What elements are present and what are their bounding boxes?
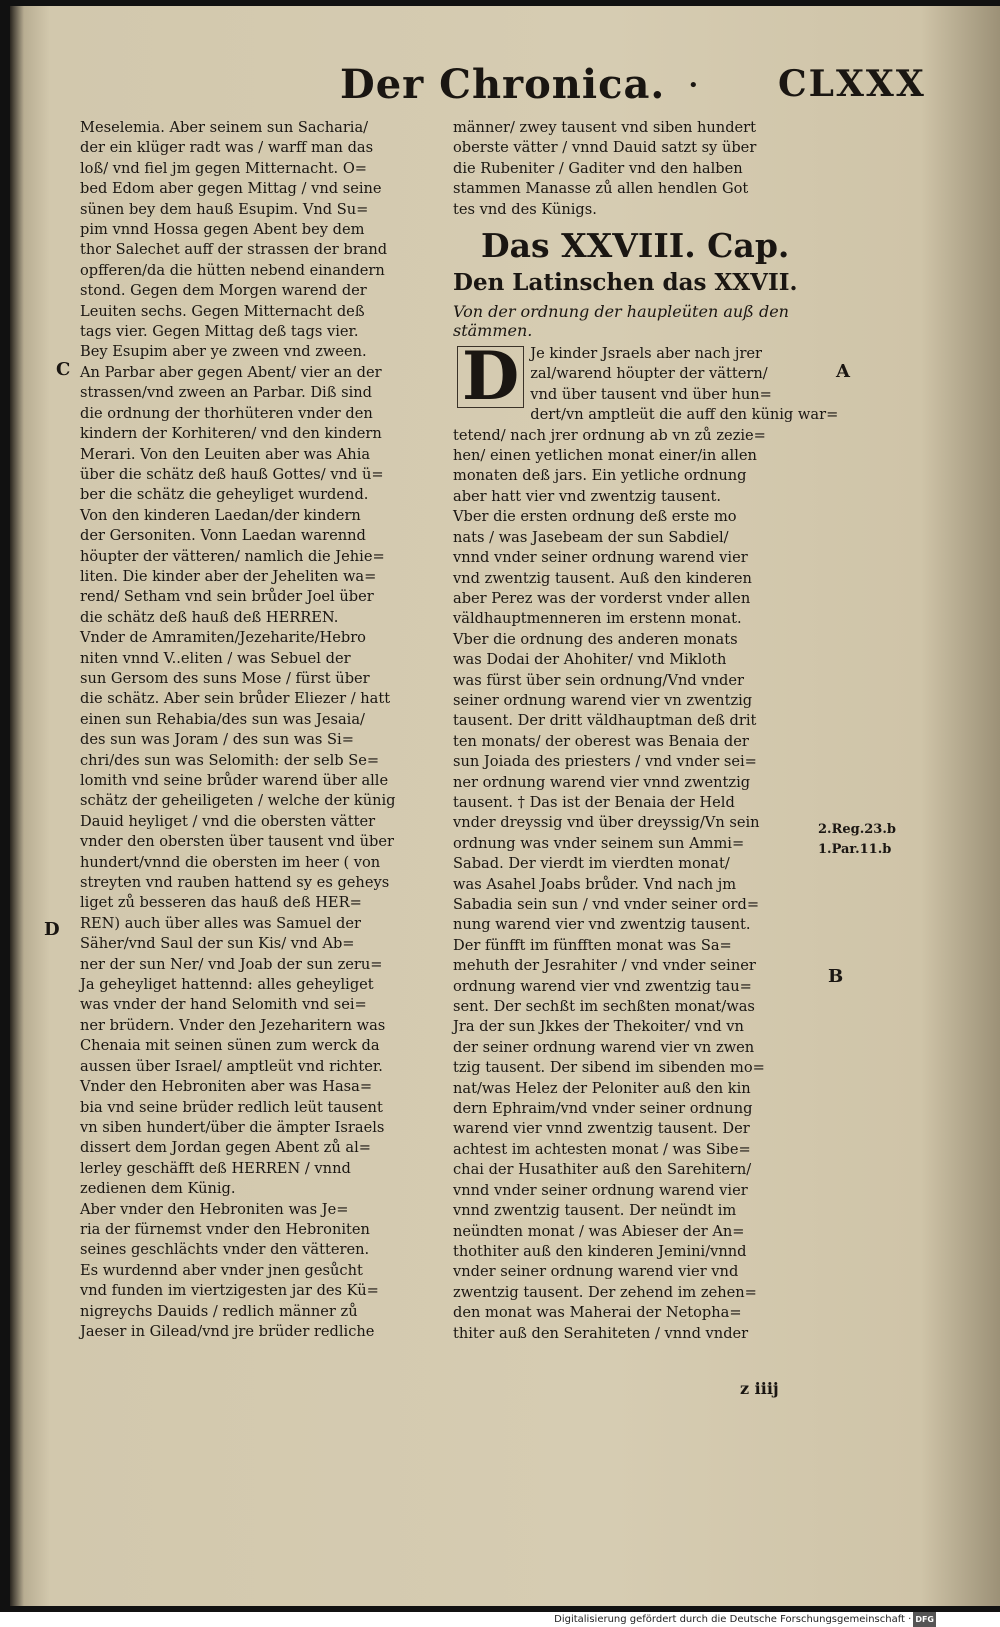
text-line: Je kinder Jsraels aber nach jrer [530,345,763,363]
text-line: seines geschlächts vnder den vätteren. [80,1241,370,1259]
margin-ref-reg: 2.Reg.23.b [818,822,896,837]
text-line: die Rubeniter / Gaditer vnd den halben [453,159,743,177]
text-line: höupter der vätteren/ namlich die Jehie= [80,547,385,565]
text-line: strassen/vnd zween an Parbar. Diß sind [80,384,373,402]
right-column-body [453,344,839,1344]
text-line: Vnder de Amramiten/Jezeharite/Hebro [80,629,366,647]
text-line: ber die schätz die geheyliget wurdend. [80,486,369,504]
text-line: An Parbar aber gegen Abent/ vier an der [80,363,382,381]
text-line: Der fünfft im fünfften monat was Sa= [453,936,732,954]
text-line: was Asahel Joabs brůder. Vnd nach jm [453,875,737,893]
footer-credit [554,1612,936,1627]
text-line: bed Edom aber gegen Mittag / vnd seine [80,180,382,198]
right-column-top-text [453,118,831,220]
text-line: vnd über tausent vnd über hun= [530,385,772,403]
text-line: tes vnd des Künigs. [453,200,597,218]
text-line: einen sun Rehabia/des sun was Jesaia/ [80,710,365,728]
text-line: des sun was Joram / des sun was Si= [80,731,354,749]
text-line: Vber die ersten ordnung deß erste mo [453,508,737,526]
text-line: nat/was Helez der Peloniter auß den kin [453,1079,751,1097]
text-line: nats / was Jasebeam der sun Sabdiel/ [453,528,729,546]
text-line: was vnder der hand Selomith vnd sei= [80,996,367,1014]
text-line: aber hatt vier vnd zwentzig tausent. [453,487,721,505]
chapter-subheading: Den Latinschen das XXVII. [453,269,798,297]
text-line: oberste vätter / vnnd Dauid satzt sy über [453,139,757,157]
margin-marker-d: D [44,919,60,940]
text-line: Merari. Von den Leuiten aber was Ahia [80,445,371,463]
text-line: Vnder den Hebroniten aber was Hasa= [80,1078,373,1096]
signature-mark: z iiij [740,1379,779,1398]
text-line: was Dodai der Ahohiter/ vnd Mikloth [453,651,727,669]
text-line: tags vier. Gegen Mittag deß tags vier. [80,323,359,341]
text-line: Sabadia sein sun / vnd vnder seiner ord= [453,896,760,913]
text-line: liten. Die kinder aber der Jeheliten wa= [80,567,377,585]
right-column [453,118,839,1344]
text-line: rend/ Setham vnd sein brůder Joel über [80,588,374,606]
text-line: ordnung warend vier vnd zwentzig tau= [453,977,752,995]
text-line: vn siben hundert/über die ämpter Israels [80,1118,385,1136]
text-line: warend vier vnnd zwentzig tausent. Der [453,1120,750,1138]
dfg-logo: DFG [913,1612,936,1627]
left-column [80,118,460,1342]
text-line: was fürst über sein ordnung/Vnd vnder [453,671,744,689]
text-line: neündten monat / was Abieser der An= [453,1222,745,1240]
text-line: nigreychs Dauids / redlich männer zů [80,1302,358,1320]
text-line: Sabad. Der vierdt im vierdten monat/ [453,855,730,873]
text-line: der Gersoniten. Vonn Laedan warennd [80,527,366,545]
text-line: vnnd zwentzig tausent. Der neündt im [453,1202,737,1220]
text-line: männer/ zwey tausent vnd siben hundert [453,119,757,136]
text-line: ner der sun Ner/ vnd Joab der sun zeru= [80,955,383,973]
book-page [10,6,1000,1606]
text-line: der ein klüger radt was / warff man das [80,139,374,157]
text-line: Säher/vnd Saul der sun Kis/ vnd Ab= [80,935,355,953]
text-line: die schätz deß hauß deß HERREN. [80,608,339,626]
text-line: Chenaia mit seinen sünen zum werck da [80,1037,380,1055]
text-line: stammen Manasse zů allen hendlen Got [453,180,749,198]
text-line: lomith vnd seine brůder warend über alle [80,772,389,789]
text-line: vnd funden im viertzigesten jar des Kü= [80,1282,379,1300]
text-line: Meselemia. Aber seinem sun Sacharia/ [80,119,369,136]
text-line: Ja geheyliget hattennd: alles geheyliget [80,976,374,994]
text-line: tausent. Der dritt väldhauptman deß drit [453,712,757,730]
text-line: tzig tausent. Der sibend im sibenden mo= [453,1059,765,1077]
margin-marker-b: B [828,966,844,987]
page-mark: • [688,75,699,96]
drop-initial: D [457,346,524,408]
text-line: zwentzig tausent. Der zehend im zehen= [453,1283,757,1301]
text-line: mehuth der Jesrahiter / vnd vnder seiner [453,957,756,975]
text-line: Von den kinderen Laedan/der kindern [80,506,361,524]
text-line: ner brüdern. Vnder den Jezeharitern was [80,1016,386,1034]
text-line: den monat was Maherai der Netopha= [453,1304,742,1322]
text-line: Aber vnder den Hebroniten was Je= [80,1200,349,1218]
text-line: Leuiten sechs. Gegen Mitternacht deß [80,302,365,320]
text-line: bia vnd seine brüder redlich leüt tausent [80,1098,383,1116]
text-line: hundert/vnnd die obersten im heer ( von [80,853,381,871]
text-line: der seiner ordnung warend vier vn zwen [453,1038,755,1056]
text-line: schätz der geheiligeten / welche der künig [80,792,396,810]
page-content [44,61,948,1521]
text-line: seiner ordnung warend vier vn zwentzig [453,691,753,709]
text-line: opfferen/da die hütten nebend einandern [80,261,385,279]
text-line: die ordnung der thorhüteren vnder den [80,404,373,422]
text-line: thiter auß den Serahiteten / vnnd vnder [453,1324,749,1342]
text-line: vnder seiner ordnung warend vier vnd [453,1263,739,1281]
text-line: Jaeser in Gilead/vnd jre brüder redliche [80,1322,375,1340]
text-line: ria der fürnemst vnder den Hebroniten [80,1220,370,1238]
text-line: hen/ einen yetlichen monat einer/in allen [453,447,757,465]
text-line: väldhauptmenneren im erstenn monat. [453,610,742,628]
text-line: vnd zwentzig tausent. Auß den kinderen [453,569,752,587]
text-line: sünen bey dem hauß Esupim. Vnd Su= [80,200,369,218]
text-line: stond. Gegen dem Morgen warend der [80,282,367,300]
text-line: Bey Esupim aber ye zween vnd zween. [80,343,367,361]
chapter-heading: Das XXVIII. Cap. [481,226,790,266]
text-line: loß/ vnd fiel jm gegen Mitternacht. O= [80,159,368,177]
margin-ref-par: 1.Par.11.b [818,842,892,857]
text-line: dissert dem Jordan gegen Abent zů al= [80,1139,371,1157]
text-line: thothiter auß den kinderen Jemini/vnnd [453,1242,747,1260]
text-line: Vber die ordnung des anderen monats [453,630,738,648]
footer-text: Digitalisierung gefördert durch die Deutsche Forschungsgemeinschaft · [554,1614,912,1625]
text-line: Dauid heyliget / vnd die obersten vätter [80,812,376,830]
text-line: REN) auch über alles was Samuel der [80,914,362,932]
margin-marker-c: C [56,359,71,380]
text-line: ordnung was vnder seinem sun Ammi= [453,834,745,852]
text-line: aussen über Israel/ amptleüt vnd richter. [80,1057,383,1075]
text-line: lerley geschäfft deß HERREN / vnnd [80,1159,351,1177]
text-line: sent. Der sechßt im sechßten monat/was [453,998,755,1016]
text-line: vnnd vnder seiner ordnung warend vier [453,1181,748,1199]
text-line: dern Ephraim/vnd vnder seiner ordnung [453,1100,753,1118]
text-line: Jra der sun Jkkes der Thekoiter/ vnd vn [453,1018,744,1036]
text-line: sun Gersom des suns Mose / fürst über [80,669,370,687]
text-line: monaten deß jars. Ein yetliche ordnung [453,467,747,485]
text-line: nung warend vier vnd zwentzig tausent. [453,916,751,934]
text-line: über die schätz deß hauß Gottes/ vnd ü= [80,465,384,483]
text-line: zedienen dem Künig. [80,1180,236,1198]
text-line: streyten vnd rauben hattend sy es geheys [80,874,390,892]
text-line: vnder den obersten über tausent vnd über [80,833,394,851]
text-line: Es wurdennd aber vnder jnen gesůcht [80,1261,363,1279]
text-line: dert/vn amptleüt die auff den künig war= [530,406,839,424]
text-line: ner ordnung warend vier vnnd zwentzig [453,773,751,791]
text-line: zal/warend höupter der vättern/ [530,365,768,383]
text-line: sun Joiada des priesters / vnd vnder sei= [453,753,757,771]
text-line: liget zů besseren das hauß deß HER= [80,894,362,912]
text-line: pim vnnd Hossa gegen Abent bey dem [80,221,365,239]
text-line: vnder dreyssig vnd über dreyssig/Vn sein [453,814,760,832]
text-line: ten monats/ der oberest was Benaia der [453,732,749,750]
chapter-summary: Von der ordnung der haupleüten auß den stämmen. [453,302,789,341]
text-line: kindern der Korhiteren/ vnd den kindern [80,425,382,443]
folio-number: CLXXX [778,63,926,105]
text-line: achtest im achtesten monat / was Sibe= [453,1140,751,1158]
text-line: tetend/ nach jrer ordnung ab vn zů zezie= [453,426,766,444]
text-line: tausent. † Das ist der Benaia der Held [453,793,735,811]
text-line: chri/des sun was Selomith: der selb Se= [80,751,380,769]
text-line: thor Salechet auff der strassen der brand [80,241,388,259]
running-title: Der Chronica. [340,61,666,108]
text-line: chai der Husathiter auß den Sarehitern/ [453,1161,752,1179]
text-line: aber Perez was der vorderst vnder allen [453,589,751,607]
text-line: vnnd vnder seiner ordnung warend vier [453,549,748,567]
text-line: die schätz. Aber sein brůder Eliezer / hatt [80,690,391,708]
text-line: niten vnnd V..eliten / was Sebuel der [80,649,351,667]
margin-marker-a: A [836,361,850,382]
